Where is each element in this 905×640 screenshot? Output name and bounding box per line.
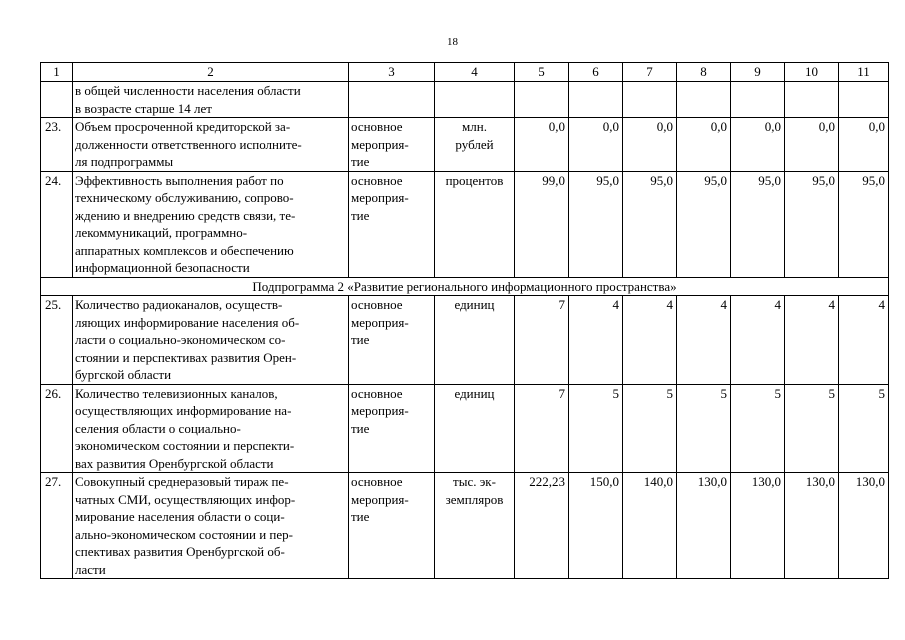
text-line: в возрасте старше 14 лет: [75, 100, 212, 116]
table-row: [41, 118, 889, 172]
value-cell: 95,0: [839, 171, 889, 277]
text-line: осуществляющих информирование на-: [75, 403, 292, 418]
text-line: тие: [351, 420, 370, 436]
indicators-table: [40, 62, 889, 579]
value-cell: 0,0: [677, 118, 731, 172]
value-cell: 130,0: [785, 473, 839, 579]
type-cell: [349, 384, 435, 473]
text-line: основное: [351, 172, 403, 188]
text-line: лекоммуникаций, программно-: [75, 225, 248, 240]
value-cell: [785, 82, 839, 118]
value-cell: 7: [515, 296, 569, 385]
value-cell: 4: [785, 296, 839, 385]
text-line: бургской области: [75, 367, 172, 382]
value-cell: 7: [515, 384, 569, 473]
header-cell: 5: [515, 63, 569, 82]
header-cell: 10: [785, 63, 839, 82]
table-row: [41, 473, 889, 579]
subprogram-title: Подпрограмма 2 «Развитие регионального информационного пространства»: [41, 277, 889, 296]
text-line: мероприя-: [351, 136, 409, 152]
text-line: информационной безопасности: [75, 260, 250, 275]
text-line: мероприя-: [351, 190, 409, 205]
indicator-name-cell: [73, 82, 349, 118]
indicator-name-cell: [73, 384, 349, 473]
text-line: мероприя-: [351, 314, 409, 330]
text-line: процентов: [445, 172, 504, 188]
value-cell: 5: [731, 384, 785, 473]
unit-cell: [435, 171, 515, 277]
unit-cell: [435, 384, 515, 473]
table-row: [41, 171, 889, 277]
text-line: ляющих информирование населения об-: [75, 314, 300, 330]
text-line: тие: [351, 154, 370, 169]
table-row-continuation: [41, 82, 889, 118]
header-cell: 4: [435, 63, 515, 82]
header-cell: 1: [41, 63, 73, 82]
text-line: аппаратных комплексов и обеспечению: [75, 242, 294, 258]
value-cell: [623, 82, 677, 118]
text-line: Объем просроченной кредиторской за-: [75, 119, 291, 134]
text-line: мероприя-: [351, 403, 409, 418]
value-cell: 5: [623, 384, 677, 473]
text-line: тие: [351, 207, 370, 223]
text-line: земпляров: [445, 491, 504, 507]
value-cell: 5: [569, 384, 623, 473]
table-row: [41, 296, 889, 385]
text-line: селения области о социально-: [75, 420, 241, 436]
type-cell: [349, 473, 435, 579]
value-cell: 4: [731, 296, 785, 385]
row-number-cell: [41, 82, 73, 118]
value-cell: 4: [839, 296, 889, 385]
text-line: мероприя-: [351, 491, 409, 507]
indicator-name-cell: [73, 118, 349, 172]
unit-cell: [435, 296, 515, 385]
value-cell: [515, 82, 569, 118]
header-cell: 7: [623, 63, 677, 82]
value-cell: 95,0: [569, 171, 623, 277]
row-number: 26.: [41, 384, 73, 473]
text-line: спективах развития Оренбургской об-: [75, 544, 285, 559]
subprogram-row: [41, 277, 889, 296]
text-line: основное: [351, 297, 403, 312]
text-line: основное: [351, 474, 403, 489]
value-cell: 0,0: [623, 118, 677, 172]
row-number: 27.: [41, 473, 73, 579]
value-cell: 95,0: [731, 171, 785, 277]
value-cell: 5: [839, 384, 889, 473]
value-cell: 0,0: [569, 118, 623, 172]
value-cell: 4: [677, 296, 731, 385]
text-line: ально-экономическом состоянии и пер-: [75, 526, 293, 542]
type-cell: [349, 118, 435, 172]
text-line: тыс. эк-: [453, 474, 496, 489]
text-line: вах развития Оренбургской области: [75, 455, 274, 471]
value-cell: 222,23: [515, 473, 569, 579]
value-cell: 99,0: [515, 171, 569, 277]
header-cell: 11: [839, 63, 889, 82]
value-cell: [569, 82, 623, 118]
table-row: [41, 384, 889, 473]
value-cell: 0,0: [731, 118, 785, 172]
text-line: мирование населения области о соци-: [75, 509, 285, 524]
value-cell: 5: [677, 384, 731, 473]
value-cell: 95,0: [623, 171, 677, 277]
value-cell: [677, 82, 731, 118]
text-line: ждению и внедрению средств связи, те-: [75, 207, 296, 223]
row-number: 24.: [41, 171, 73, 277]
row-number: 23.: [41, 118, 73, 172]
value-cell: 95,0: [677, 171, 731, 277]
row-number: 25.: [41, 296, 73, 385]
value-cell: 0,0: [515, 118, 569, 172]
value-cell: 130,0: [677, 473, 731, 579]
text-line: долженности ответственного исполните-: [75, 136, 302, 152]
value-cell: 4: [623, 296, 677, 385]
table-header-row: [41, 63, 889, 82]
text-line: рублей: [455, 136, 494, 152]
value-cell: 130,0: [839, 473, 889, 579]
value-cell: 5: [785, 384, 839, 473]
value-cell: 140,0: [623, 473, 677, 579]
indicator-name-cell: [73, 171, 349, 277]
indicator-name-cell: [73, 473, 349, 579]
text-line: техническому обслуживанию, сопрово-: [75, 190, 294, 205]
indicator-name-cell: [73, 296, 349, 385]
header-cell: 3: [349, 63, 435, 82]
value-cell: 4: [569, 296, 623, 385]
text-line: тие: [351, 332, 370, 347]
unit-cell: [435, 473, 515, 579]
value-cell: 130,0: [731, 473, 785, 579]
text-line: чатных СМИ, осуществляющих инфор-: [75, 491, 296, 507]
unit-cell: [435, 82, 515, 118]
text-line: Совокупный среднеразовый тираж пе-: [75, 474, 289, 489]
value-cell: [839, 82, 889, 118]
text-line: экономическом состоянии и перспекти-: [75, 438, 295, 453]
text-line: в общей численности населения области: [75, 83, 301, 98]
value-cell: 0,0: [785, 118, 839, 172]
type-cell: [349, 82, 435, 118]
text-line: единиц: [454, 385, 495, 401]
text-line: единиц: [454, 297, 495, 312]
text-line: стоянии и перспективах развития Орен-: [75, 349, 297, 365]
type-cell: [349, 171, 435, 277]
text-line: основное: [351, 119, 403, 134]
value-cell: 95,0: [785, 171, 839, 277]
text-line: ласти о социально-экономическом со-: [75, 332, 286, 347]
text-line: Количество радиоканалов, осуществ-: [75, 297, 283, 312]
value-cell: 0,0: [839, 118, 889, 172]
header-cell: 2: [73, 63, 349, 82]
header-cell: 8: [677, 63, 731, 82]
value-cell: 150,0: [569, 473, 623, 579]
value-cell: [731, 82, 785, 118]
text-line: основное: [351, 385, 403, 401]
unit-cell: [435, 118, 515, 172]
header-cell: 9: [731, 63, 785, 82]
text-line: млн.: [462, 119, 487, 134]
text-line: ласти: [75, 561, 106, 577]
text-line: ля подпрограммы: [75, 154, 174, 169]
type-cell: [349, 296, 435, 385]
header-cell: 6: [569, 63, 623, 82]
page-number: 18: [447, 36, 458, 48]
text-line: Количество телевизионных каналов,: [75, 385, 278, 401]
text-line: Эффективность выполнения работ по: [75, 172, 284, 188]
text-line: тие: [351, 509, 370, 524]
